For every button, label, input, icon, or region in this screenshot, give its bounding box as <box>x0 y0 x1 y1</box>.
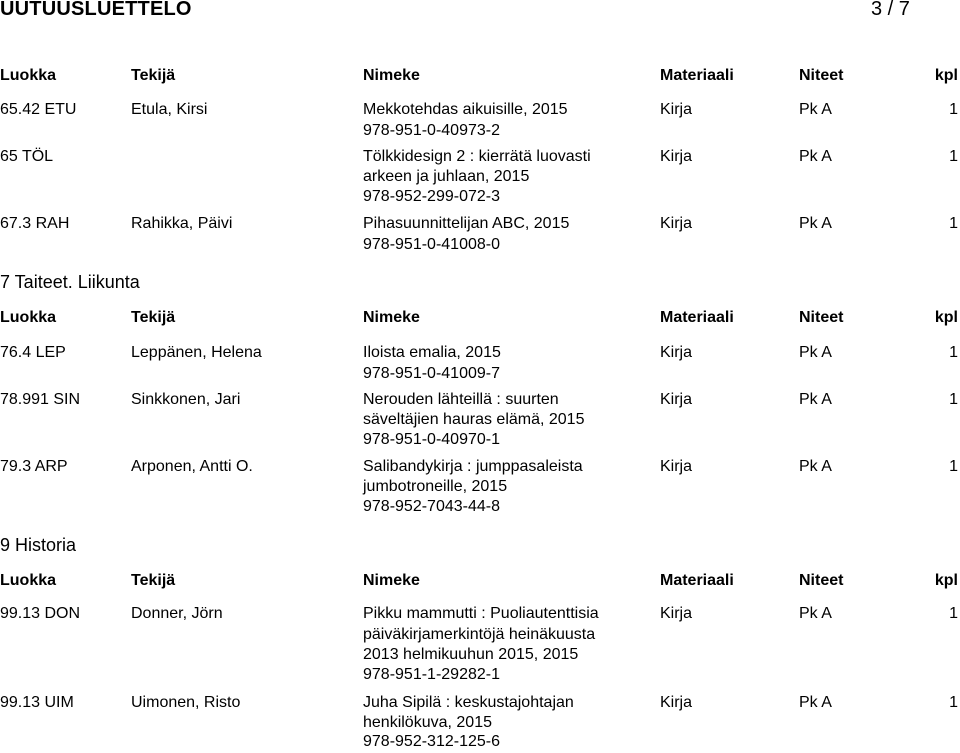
column-header-material: Materiaali <box>660 309 734 326</box>
section-heading: 9 Historia <box>0 535 77 555</box>
column-header-material: Materiaali <box>660 67 734 84</box>
item-title-line: Juha Sipilä : keskustajohtajan <box>363 694 574 711</box>
item-isbn: 978-951-0-41009-7 <box>363 365 500 382</box>
item-author: Arponen, Antti O. <box>131 458 253 475</box>
item-isbn: 978-952-312-125-6 <box>363 733 500 750</box>
item-binding: Pk A <box>799 391 832 408</box>
item-binding: Pk A <box>799 344 832 361</box>
item-binding: Pk A <box>799 148 832 165</box>
item-material: Kirja <box>660 344 693 361</box>
item-binding: Pk A <box>799 458 832 475</box>
column-header-quantity: kpl <box>934 67 958 84</box>
item-title-line: Salibandykirja : jumppasaleista <box>363 458 583 475</box>
item-classification: 65 TÖL <box>0 148 54 165</box>
item-title-line: Mekkotehdas aikuisille, 2015 <box>363 101 568 118</box>
item-title-line: Nerouden lähteillä : suurten <box>363 391 559 408</box>
column-header-author: Tekijä <box>131 309 176 326</box>
column-header-author: Tekijä <box>131 572 176 589</box>
item-binding: Pk A <box>799 605 832 622</box>
column-header-title: Nimeke <box>363 572 420 589</box>
item-binding: Pk A <box>799 215 832 232</box>
column-header-title: Nimeke <box>363 309 420 326</box>
item-material: Kirja <box>660 215 693 232</box>
column-header-classification: Luokka <box>0 572 57 589</box>
item-title-line: arkeen ja juhlaan, 2015 <box>363 168 530 185</box>
column-header-quantity: kpl <box>934 309 958 326</box>
column-header-quantity: kpl <box>934 572 958 589</box>
item-isbn: 978-952-7043-44-8 <box>363 498 500 515</box>
item-classification: 65.42 ETU <box>0 101 77 118</box>
item-quantity: 1 <box>949 458 958 475</box>
item-title-line: päiväkirjamerkintöjä heinäkuusta <box>363 626 596 643</box>
column-header-binding: Niteet <box>799 67 844 84</box>
item-quantity: 1 <box>949 101 958 118</box>
item-classification: 99.13 DON <box>0 605 81 622</box>
item-quantity: 1 <box>949 605 958 622</box>
item-author: Rahikka, Päivi <box>131 215 233 232</box>
item-quantity: 1 <box>949 694 958 711</box>
item-classification: 67.3 RAH <box>0 215 70 232</box>
item-title-line: 2013 helmikuuhun 2015, 2015 <box>363 646 579 663</box>
column-header-classification: Luokka <box>0 309 57 326</box>
column-header-material: Materiaali <box>660 572 734 589</box>
column-header-binding: Niteet <box>799 572 844 589</box>
item-title-line: henkilökuva, 2015 <box>363 714 492 731</box>
item-author: Uimonen, Risto <box>131 694 241 711</box>
page-title: UUTUUSLUETTELO <box>0 0 192 20</box>
item-quantity: 1 <box>949 391 958 408</box>
item-material: Kirja <box>660 605 693 622</box>
item-material: Kirja <box>660 101 693 118</box>
item-title-line: säveltäjien hauras elämä, 2015 <box>363 411 585 428</box>
item-title-line: jumbotroneille, 2015 <box>363 478 508 495</box>
page-number: 3 / 7 <box>871 0 910 20</box>
item-isbn: 978-951-0-41008-0 <box>363 236 500 253</box>
item-material: Kirja <box>660 391 693 408</box>
item-title-line: Pikku mammutti : Puoliautenttisia <box>363 605 599 622</box>
item-binding: Pk A <box>799 694 832 711</box>
item-author: Leppänen, Helena <box>131 344 262 361</box>
item-quantity: 1 <box>949 148 958 165</box>
item-binding: Pk A <box>799 101 832 118</box>
column-header-author: Tekijä <box>131 67 176 84</box>
section-heading: 7 Taiteet. Liikunta <box>0 272 140 292</box>
item-classification: 78.991 SIN <box>0 391 81 408</box>
item-classification: 79.3 ARP <box>0 458 68 475</box>
column-header-binding: Niteet <box>799 309 844 326</box>
item-quantity: 1 <box>949 344 958 361</box>
item-author: Sinkkonen, Jari <box>131 391 241 408</box>
column-header-classification: Luokka <box>0 67 57 84</box>
item-author: Donner, Jörn <box>131 605 223 622</box>
item-isbn: 978-951-0-40970-1 <box>363 431 500 448</box>
item-quantity: 1 <box>949 215 958 232</box>
item-isbn: 978-952-299-072-3 <box>363 188 500 205</box>
item-material: Kirja <box>660 694 693 711</box>
item-title-line: Iloista emalia, 2015 <box>363 344 501 361</box>
item-title-line: Pihasuunnittelijan ABC, 2015 <box>363 215 570 232</box>
item-material: Kirja <box>660 458 693 475</box>
item-isbn: 978-951-1-29282-1 <box>363 666 500 683</box>
item-title-line: Tölkkidesign 2 : kierrätä luovasti <box>363 148 591 165</box>
item-author: Etula, Kirsi <box>131 101 208 118</box>
column-header-title: Nimeke <box>363 67 420 84</box>
item-classification: 99.13 UIM <box>0 694 74 711</box>
item-classification: 76.4 LEP <box>0 344 66 361</box>
item-isbn: 978-951-0-40973-2 <box>363 122 500 139</box>
item-material: Kirja <box>660 148 693 165</box>
